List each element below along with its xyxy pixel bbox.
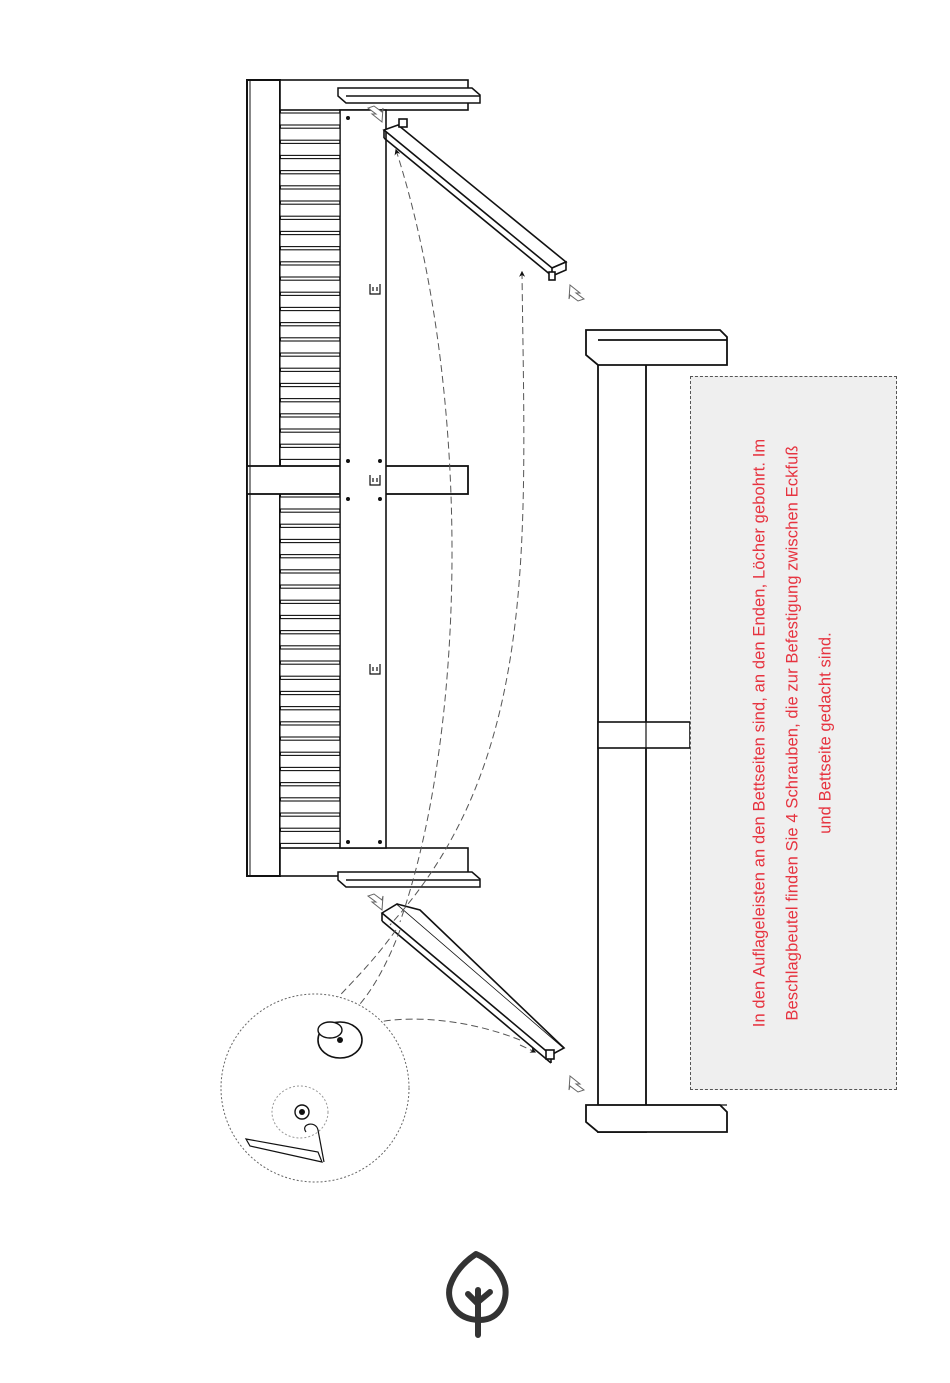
slat [280, 831, 340, 843]
slat [280, 725, 340, 737]
slat [280, 527, 340, 539]
slat [280, 573, 340, 585]
slat [280, 512, 340, 524]
slat [280, 371, 340, 383]
slat [280, 619, 340, 631]
slat [280, 311, 340, 323]
slat [280, 558, 340, 570]
slat [280, 588, 340, 600]
slat [280, 497, 340, 509]
slat [280, 295, 340, 307]
slat [280, 740, 340, 752]
slat [280, 280, 340, 292]
instruction-line-3: und Bettseite gedacht sind. [816, 632, 835, 834]
slat [280, 649, 340, 661]
slat [280, 341, 340, 353]
slat [280, 679, 340, 691]
slat [280, 786, 340, 798]
slat [280, 816, 340, 828]
slat [280, 634, 340, 646]
slat [280, 417, 340, 429]
slat [280, 432, 340, 444]
slat [280, 113, 340, 125]
slat [280, 250, 340, 262]
slat [280, 159, 340, 171]
slat [280, 326, 340, 338]
slat [280, 695, 340, 707]
slat [280, 174, 340, 186]
slat [280, 189, 340, 201]
slat [280, 204, 340, 216]
slat [280, 710, 340, 722]
slat [280, 143, 340, 155]
lower-board [382, 904, 564, 1063]
instruction-line-1: In den Auflageleisten an den Bettseiten sind, an den Enden, Löcher gebohrt. Im [750, 438, 769, 1028]
slat [280, 235, 340, 247]
tree-icon [449, 1254, 506, 1335]
slat [280, 447, 340, 459]
instruction-line-2: Beschlagbeutel finden Sie 4 Schrauben, die zur Befestigung zwischen Eckfuß [783, 445, 802, 1021]
magnifier-detail-icon [221, 994, 409, 1182]
instruction-note [744, 383, 843, 1083]
slat [280, 755, 340, 767]
slat [280, 603, 340, 615]
slat [280, 771, 340, 783]
slat [280, 387, 340, 399]
slat [280, 356, 340, 368]
slat [280, 801, 340, 813]
slat [280, 402, 340, 414]
slat [280, 543, 340, 555]
slat [280, 219, 340, 231]
slat [280, 128, 340, 140]
slat [280, 664, 340, 676]
slat [280, 265, 340, 277]
upper-board [384, 119, 566, 280]
